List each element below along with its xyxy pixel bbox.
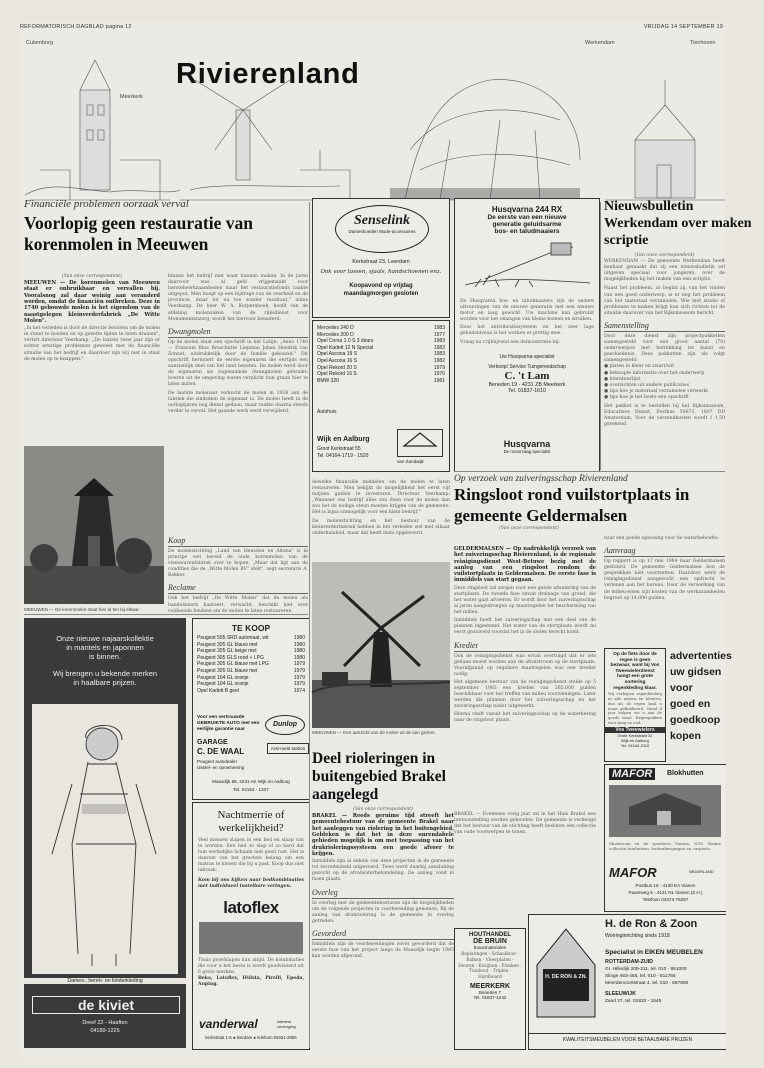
photo-caption: MEEUWEN — Een aanzicht van de molen uit de tuin gezien. <box>312 730 436 735</box>
article-paragraph: Inmiddels zijn de voorbereidingen zover gevorderd dat de eerste fase van het project langs de Maasdijk begin 1985 kan worden afgerond. <box>312 941 454 960</box>
ad-de-ron <box>528 914 726 1050</box>
article-paragraph: naar een goede oplossing voor de waterbehoefte. <box>604 536 720 541</box>
article-paragraph: Door deze dienst zijn projectpakketten samengesteld voor een groot aantal (70) onderwerpen met betrekking tot kunst en geschiedenis. Deze pakketten zijn als volgt samengesteld: <box>604 333 725 364</box>
article-byline: (Van onze correspondent) <box>499 526 559 531</box>
kiviet-phone: 04189-1225 <box>90 1028 120 1034</box>
article-korenmolen-col1 <box>24 274 160 363</box>
car-row: Peugeot 305 GLS rood + LPG 1980 <box>197 654 305 661</box>
ad-vos-tweewielers <box>604 648 666 762</box>
car-row: Peugeot 104 GL oranje 1979 <box>197 674 305 681</box>
list-item: ● platen in kleur en zwart/wit <box>604 364 675 370</box>
list-item: ● literatuurlijst <box>604 376 641 382</box>
subheading-reclame: Reclame <box>168 583 308 594</box>
article-kicker: Financiële problemen oorzaak verval <box>24 198 189 210</box>
subheading-samenstelling: Samenstelling <box>604 321 725 332</box>
landscape-sketch <box>20 50 725 204</box>
article-rioleringen <box>312 750 454 960</box>
de-ron-spec: Specialist in EIKEN MEUBELEN <box>605 949 703 956</box>
senselink-closed: maandagmorgen gesloten <box>343 291 419 297</box>
article-byline: (Van onze correspondent) <box>62 274 122 279</box>
vos-phone: Tel. 04164-2110 <box>620 742 650 748</box>
tekoop-garage-name: C. DE WAAL <box>197 747 245 756</box>
latoflex-title: Nachtmerrie of werkelijkheid? <box>217 809 285 834</box>
husqvarna-body: De Husqvarna bos- en taludmaaiers zijn de ondere uitvoeringen van de nieuwe generatie met een nieuwe motor en laag gewicht. Uw machine kan gebruikt worden voor het omzagen van kleine bomen en struiken. <box>460 299 594 323</box>
ad-latoflex <box>192 802 310 1050</box>
car-row: Mercedes 200 D 1977 <box>317 331 445 338</box>
fashion-illustration <box>32 704 178 974</box>
de-ron-since: Woninginrichting sinds 1918 <box>605 933 670 939</box>
tekoop-list <box>193 633 309 696</box>
article-paragraph: Het algemeen bestuur van de reinigingsdienst stelde op 5 september 1983 een krediet van 265.000 gulden beschikbaar voor het treffen van milieu voorzieningen. Later werden die plannen door het zuiveringsschap en het zuiveringsschap nader uitgewerkt. <box>454 679 596 710</box>
houthandel-sub: bouwmaterialen <box>473 945 507 950</box>
newspaper-page <box>20 22 752 1057</box>
article-ringsloot-col2 <box>604 536 725 602</box>
husqvarna-dealer-address: Beneden 19 - 4231 ZB Meerkerk <box>488 381 566 388</box>
advertenties-text: advertenties uw gidsen voor goed en goedkoop kopen <box>670 650 732 742</box>
husqvarna-body: Vraag nu vrijblijvend een demonstratie bij: <box>460 339 561 345</box>
car-row: Peugeot 305 GL blauw met LPG 1979 <box>197 661 305 668</box>
car-list <box>317 325 445 384</box>
article-paragraph: Naast het probleem, zo begint zij, van het vinden van een goed onderwerp, is er nog het probleem van het materiaal verzamelen. Wie met studie of problemen te maken krijgt kan zich richten tot de situatie daarover van het Rijksmuseum bericht. <box>604 286 725 316</box>
page-header <box>20 24 725 30</box>
place-tienhoven: Tienhoven <box>690 40 716 46</box>
senselink-koopavond: Koopavond op vrijdag <box>349 283 413 289</box>
tekoop-line: GEBRUIKTE AUTO met een <box>197 721 260 726</box>
senselink-logo <box>335 205 429 253</box>
kiviet-line: is binnen. <box>88 652 122 661</box>
senselink-line: Ook voor tassen, sjaals, handschoenen enz. <box>320 269 442 275</box>
article-paragraph: binnen het bedrijf niet waar kunnen maken. In de jaren daarvoor was al geld vrijgemaakt voor herstelwerkzaamheden maar het restauratiefonds raakte uitgeput. Men hoopt op een bijdrage van de overheid en de provincie, maar tot nu toe zonder resultaat," aldus Veerkamp. De heer W. A. Korpershoek, hoofd van de afdeling molenzaken van de rijksdienst voor Monumentenzorg, wordt het hiervoor benaderd. <box>168 274 308 322</box>
ad-husqvarna <box>454 198 600 472</box>
article-paragraph: „In het verleden is door de directie besloten om de molen in stand te houden en op gezette tijden te laten draaien", vertelt directeur Veerkamp. „De laatste twee jaar zijn er echter ernstige problemen geweest met de financiële situatie van het bedrijf en daardoor zijn wij niet in staat de molen op te knappen." <box>24 326 160 362</box>
list-item: ● beknopte informatie over het onderwerp <box>604 370 705 376</box>
article-kicker: Op verzoek van zuiveringsschap Rivierenland <box>454 474 628 484</box>
subheading-overleg: Overleg <box>312 888 454 899</box>
article-paragraph: De molenstichting en het bestuur van de kleinverderfabriek hebben in het verleden wel met elkaar onderhandeld, maar dat heeft niets opgeleverd. <box>312 518 450 536</box>
place-meerkerk: Meerkerk <box>120 94 143 100</box>
car-row: Opel Ascona 16 S 1982 <box>317 357 445 364</box>
husqvarna-line: De eerste van een nieuwe <box>487 214 567 221</box>
dealer-address: Groot Kerkstraat 55 <box>317 446 361 452</box>
houthandel-phone: Tel. 01837-1242 <box>473 994 507 1000</box>
ad-occasions <box>312 320 450 472</box>
mafor-brand: MAFOR <box>609 865 657 880</box>
vos-name: Vos Tweewielers <box>605 727 665 733</box>
article-paragraph: dewelke financiële middelen om de molen te laten restaureren. Men bekijkt de mogelijkheid het eerst vijf miljoen gulden te investeren. Directeur Veerkamp: „Wanneer ons bedrijf alles zou doen voor de molen dan zou het de nodige steun moeten krijgen van de gemeente. Het is bijna onmogelijk voor een klein bedrijf." <box>312 480 450 516</box>
latoflex-brands: Beka, Latoflex, Hülsta, Pirelli, Epeda, Auping. <box>198 976 304 988</box>
dealer-phone: Tel. 04164-1719 - 1520 <box>317 453 369 459</box>
article-lead: GELDERMALSEN — Op nadrukkelijk verzoek van het zuiveringsschap Rivierenland, is de regionale reinigingsdienst West-Betuwe bezig met de aanleg van een ringsloot rondom de vuilstortplaats in Geldermalsen. De eerste fase is inmiddels van start gegaan. <box>454 546 596 584</box>
de-ron-address: Gr. Hilledijk 209-211, tel. 010 - 851000 <box>605 967 687 972</box>
subheading-gevorderd: Gevorderd <box>312 929 454 940</box>
husqvarna-brand-block <box>491 439 563 454</box>
place-culemborg: Culemborg <box>26 40 53 46</box>
subheading-krediet: Krediet <box>454 641 596 652</box>
car-row: Peugeot 305 GL beige met 1980 <box>197 648 305 655</box>
de-ron-address: Zand 27, tel. 01833 - 1545 <box>605 999 662 1004</box>
husqvarna-title: Husqvarna 244 RX <box>491 205 563 214</box>
article-lead: BRAKEL — Reeds geruime tijd streeft het gemeentebestuur van de gemeente Brakel naar het aanleggen van riolering in het buitengebied. Gebleken is dat het in deze onrendabele gebieden mogelijk is om met toepassing van het drukrioleringssysteem een goede afvoer te krijgen. <box>312 813 454 857</box>
row-rule <box>454 471 725 472</box>
car-row: Opel Rekord 20 S 1979 <box>317 364 445 371</box>
vanderwal-brand: vanderwal <box>199 1017 258 1031</box>
article-paragraph: Ook het bedrijf „De Witte Molen" dat de molen als handelsmerk hanteert, verwacht, beschikt niet over voldoende fondsen om de molen te laten restaureren. <box>168 596 308 614</box>
article-ringsloot-col1 <box>454 546 596 725</box>
kiviet-brand: de kiviet <box>32 996 180 1014</box>
latoflex-brand: latoflex <box>223 897 279 917</box>
vos-city: Wijk en Aalburg <box>621 737 649 743</box>
article-headline: Ringsloot rond vuilstortplaats in gemeente Geldermalsen <box>454 485 690 525</box>
ad-te-koop <box>192 618 310 800</box>
article-korenmolen-col2b <box>168 532 308 615</box>
paper-name: REFORMATORISCH DAGBLAD pagina 12 <box>20 24 132 30</box>
ad-mafor <box>604 764 726 912</box>
tekoop-garage: GARAGE <box>197 739 228 746</box>
vos-body: Wij verkopen regenkleding in alle maten en kleuren, dus als de regen kaal u maar geflankeerd. Vanaf 4 jaar helpen we u aan de goede maat. Regenpakken voor jong en oud. <box>608 691 662 725</box>
place-werkendam: Werkendam <box>585 40 615 46</box>
tekoop-line: Voor een vertrouwde <box>197 715 245 720</box>
husqvarna-line: bos- en taludmaaiers <box>494 228 560 235</box>
blokhut-photo <box>609 785 721 837</box>
list-item: ● tips hoe je materiaal verzamelen verwerkt <box>604 388 709 394</box>
bed-photo <box>199 922 303 954</box>
section-title: Rivierenland <box>176 58 360 90</box>
car-row: Opel Rekord 16 S 1976 <box>317 371 445 378</box>
ad-de-kiviet <box>24 618 186 1048</box>
article-headline: Voorlopig geen restauratie van korenmolen in Meeuwen <box>24 213 253 254</box>
kiviet-address: Dreef 22 - Haaften <box>82 1020 128 1026</box>
car-row: Opel Kadett 12 N Special 1983 <box>317 344 445 351</box>
photo-korenmolen <box>24 446 164 604</box>
tekoop-phone: Tel. 04164 - 1207 <box>233 787 269 792</box>
de-ron-footer: KWALITEITSMEUBELEN VOOR BETAALBARE PRIJZEN <box>529 1033 726 1043</box>
dealer-town: Wijk en Aalburg <box>317 436 370 443</box>
car-row: Mercedes 240 D 1983 <box>317 325 445 331</box>
latoflex-cta: Kom bij ons kijken naar bedkombinaties met individueel instelbare veringen. <box>198 877 304 889</box>
kiviet-line: in haalbare prijzen. <box>73 678 137 687</box>
husqvarna-brand-sub: De motorzaag specialist <box>503 449 551 454</box>
mafor-nederland: NEDERLAND <box>689 869 714 874</box>
article-lead: MEEUWEN — De korenmolen van Meeuwen staat er onbruikbaar en vervallen bij. Vooralsnog zal daar weinig aan veranderd worden, omdat de financiën ontbreken. Deze in 1740 gebouwde molen is het eigendom van de naastgelegen kleinverderfabriek „De Witte Molen". <box>24 280 160 324</box>
mafor-tag: Blokhutten <box>667 770 704 777</box>
paper-date: VRIJDAG 14 SEPTEMBER 19 <box>643 24 723 30</box>
car-row: Opel Kadett B geel 1974 <box>197 687 305 694</box>
column-rule <box>309 202 310 1048</box>
houthandel-place: MEERKERK <box>469 982 511 990</box>
vanderwal-address: kerkstraat 1-6 ● leerdam ● telefoon 03451-2886 <box>205 1035 297 1040</box>
article-byline: (Van onze correspondent) <box>634 253 695 258</box>
tekoop-sub: Uitstel- en opnemening <box>197 765 245 770</box>
article-korenmolen <box>24 198 308 255</box>
subheading-aanvraag: Aanvraag <box>604 546 725 557</box>
de-ron-address: Slinge 463-465, tel. 010 - 811755 <box>605 974 676 979</box>
article-paragraph: De molenstichting „Land van Heusden en Altena" is in principe wel bereid de oude korenmolen van de vleeswarenfabriek over te kopen. „Maar dat ligt aan de condities die de „Witte Molen BV" stelt", zegt secretaris A. Bakker. <box>168 549 308 579</box>
car-row: Peugeot 104 GL oranje 1979 <box>197 681 305 688</box>
anti-roest-badge: Anti-roest station <box>267 743 309 754</box>
ad-houthandel <box>454 928 526 1050</box>
senselink-tagline: Dameshoeden Mode-accessoires <box>348 229 416 234</box>
kiviet-line: Wij brengen u bekende merken <box>52 669 158 678</box>
houthandel-address: Beneden 7 <box>478 989 502 995</box>
de-ron-address: Meerdervoortstraat 4, tel. 010 - 867800 <box>605 981 689 986</box>
husqvarna-dealer-phone: Tel. 01837-1610 <box>508 387 546 394</box>
kiviet-line: in mantels en japonnen <box>66 643 144 652</box>
zandwijk-logo-icon <box>397 429 443 457</box>
car-row: BMW 320 1981 <box>317 377 445 384</box>
row-rule <box>24 614 308 615</box>
husqvarna-body: Door het antivibratiesysteem en het zeer lage geluidsniveau is het werken er prettig mee. <box>460 325 594 337</box>
article-headline: Deel rioleringen in buitengebied Brakel aangelegd <box>312 750 446 803</box>
article-brakel-col2 <box>454 812 596 836</box>
article-paragraph: Op rapport is op 17 mei 1984 naar Geldermalsen gestuurd. De gemeente Geldermalsen kon de gesprekken niet voortzetten. Daardoor werd de reinigingsdienst aangezocht een opdracht te verlenen aan het bureau. Door de verwerking van de milieu-eisen zijn kosten van de werkzaamheden begroot op 14.000 gulden. <box>604 559 725 601</box>
senselink-brand: Senselink <box>353 213 410 228</box>
list-item: ● tips hoe je het beste een opschrift <box>604 394 689 400</box>
woman-illustration-icon <box>32 704 178 974</box>
latoflex-small: Thuis proefslapen kan altijd. De kombinaties die voor u het beste is wordt geadviseerd uit 6 grote merken. <box>198 957 304 975</box>
vos-headline: Op de fiets door de regen is geen bezwaar, want bij Vos Tweewielerdienst hangt een grote sortering regenkleding klaar. <box>610 652 660 691</box>
photo-caption: MEEUWEN — De korenmolen staat hier al ten bij elkaar. <box>24 607 140 612</box>
subheading-dwangmolen: Dwangmolen <box>168 327 308 338</box>
tekoop-sub: Peugeot autodealer <box>197 759 238 764</box>
mafor-caption: Showroom en de sportieve Vianen, NYS. Ruime collectie tuinhuizen, buitenbergingen en carports. <box>609 841 721 851</box>
photo-windmill <box>312 562 450 728</box>
article-nieuwsbulletin <box>604 198 752 428</box>
tekoop-title: TE KOOP <box>231 623 271 633</box>
article-korenmolen-col2 <box>168 274 308 415</box>
vanderwal-sub: interieur verzorging <box>277 1019 296 1029</box>
article-korenmolen-col3 <box>312 480 450 537</box>
article-byline: (Van onze correspondent) <box>353 807 413 812</box>
article-paragraph: Het pakket is te bestellen bij het Rijksmuseum, Educatieve Dienst, Postbus 50673, 1007 DD Amsterdam. Voor de verzendkosten wordt f 1,50 gerekend. <box>604 403 725 428</box>
car-row: Opel Ascona 19 S 1983 <box>317 351 445 358</box>
article-paragraph: Op de molen staat een opschrift in het Latijn: „Anno 1740 — Fransum Blue Bruschutte Liepman Johan Hendrik van Zonnet, uitdrukkelijk door de familie gebouwd." Dit opschrift herinnert de eerste eigenaren die eertijds een aanzienlijk deel van het land bezaten. De molen werd door de eigenaren als zogenaamde dwangmolen gebruikt: boeren uit de omgeving waren verplicht hun graan hier te laten malen. <box>168 339 308 388</box>
mafor-address: Postbus 16 - 4130 EA Vianen <box>635 883 696 888</box>
car-row: Peugeot 305 GL blauw met 1980 <box>197 641 305 648</box>
dealer-label: Autohuis <box>317 409 337 415</box>
article-paragraph: Inmiddels zijn al enkele van deze projecten in de gemeente tot tevredenheid uitgevoerd. Twee werd daarbij aansluiting gezocht op de afvalwaterbehandeling. De aanleg vond in fasen plaats. <box>312 859 454 883</box>
tekoop-address: Maasdijk 88, 4231 AK Wijk en Aalburg <box>212 779 290 784</box>
latoflex-body: Veel mensen slapen in een bed en slaap van te worden. Een bed zo slap of zo hard dat hun werkelijke lichaam niet goed rust. Het is daarom van het grootste belang om een matras te kiezen die bij u past. Koop dus niet lukraak. <box>198 838 304 874</box>
husqvarna-dealer-intro: Uw Husqvarna-specialist <box>499 353 555 360</box>
article-ringsloot-head <box>454 474 725 532</box>
zandwijk-name: van Zandwijk <box>397 459 424 464</box>
de-ron-sign: H. DE RON & ZN. <box>545 974 587 980</box>
husqvarna-dealer-type: Verkoop/ Service Tuingereedschap <box>488 363 566 370</box>
article-paragraph: De laatste molenaar verkocht de molen in 1938 aan de fabriek die sindsdien de eigenaar is. De molen heeft in de oorlogsjaren nog dienst gedaan, maar raakte daarna steeds verder in verval. Het gaande werk werd verwijderd. <box>168 390 308 414</box>
houthandel-title: HOUTHANDEL <box>469 932 511 938</box>
dunlop-logo: Dunlop <box>265 715 305 735</box>
list-item: ● overzichten uit andere publicaties <box>604 382 690 388</box>
article-paragraph: Hierna vindt vanuit het zuiveringsschap op de waterkering naar de ringsloot plaats. <box>454 712 596 724</box>
car-row: Opel Corsa 1.0 S 3 deurs 1983 <box>317 338 445 345</box>
kiviet-caption: Dames-, heren- en kinderkleding <box>24 978 186 984</box>
masthead <box>20 36 725 206</box>
article-paragraph: Deze ringsloot zal zorgen voor een goede afwatering van de stortplaats. De tweede fase omvat drainage van grond, die het water gaat afvoeren. Er wordt door het zuiveringsschap al jaren aangedrongen op maatregelen ter bescherming van het milieu. <box>454 585 596 616</box>
husqvarna-brand: Husqvarna <box>503 439 551 449</box>
mafor-logo: MAFOR <box>609 768 655 780</box>
column-rule <box>600 202 601 470</box>
article-paragraph: Ook de reinigingsdienst was ervan overtuigd dat er iets gedaan moest worden aan de afvalstroom op de stortplaats. Voorafgaand op reguliere maatregelen was een krediet nodig. <box>454 653 596 677</box>
houthandel-items: Beplatingen - Schaalhout - Balken - Vloerplaten - Deuren - Kozijnen - Planken - Tuinhout - Triplex - Hardboard <box>458 952 522 981</box>
article-headline: Nieuwsbulletin Werkendam over maken scriptie <box>604 199 752 248</box>
de-ron-city: ROTTERDAM-ZUID <box>605 959 653 965</box>
car-row: Peugeot 305 GL blauw met 1979 <box>197 667 305 674</box>
husqvarna-dealer-name: C. 't Lam <box>504 369 550 382</box>
houthandel-name: DE BRUIN <box>473 938 507 945</box>
husqvarna-line: generatie geluidsarme <box>492 221 562 228</box>
vos-address: Grote Kerkstraat 32 <box>617 732 653 738</box>
article-paragraph: BRAKEL — Eveneens vorig jaar zal in het Huis Brakel een tentoonstelling worden gehouden. De gemeente is verheugd dat het bestuur van de stichting heeft besloten een collectie van oude voorwerpen te tonen. <box>454 812 596 836</box>
senselink-address: Kerkstraat 23, Leerdam <box>352 259 410 265</box>
de-ron-city: SLEEUWIJK <box>605 991 636 997</box>
brushcutter-illustration-icon <box>455 235 599 295</box>
de-ron-title: H. de Ron & Zoon <box>605 918 698 930</box>
article-lead: WERKENDAM — De gemeente Werkendam heeft kenbaar gemaakt dat zij een nieuwsbulletin wil uitgeven speciaal voor jongeren, over de mogelijkheden bij het maken van een scriptie. <box>604 259 725 283</box>
kiviet-line: Onze nieuwe najaarskollektie <box>56 634 154 643</box>
tekoop-line: eerlijke garantie naar <box>197 727 245 732</box>
article-paragraph: Inmiddels heeft het zuiveringschap met een deel van de plannen ingestemd. Het water van de stortplaats wordt nu eerst gezuiverd voordat het in de sloten terecht komt. <box>454 618 596 636</box>
house-sign-icon <box>533 919 599 1021</box>
ad-senselink <box>312 198 450 318</box>
car-row: Peugeot 505 SRD automaat, wit 1980 <box>197 635 305 641</box>
mafor-address: Paarsweg 6 - 4131 NL Vianen (Z.H.) <box>628 890 703 895</box>
subheading-koop: Koop <box>168 536 308 547</box>
article-paragraph: In overleg met de gemeentebesturen zijn de mogelijkheden om de volgende projecten in voorbereiding genomen, Bij de aanleg van drukriolering is de gemeente in overleg getreden. <box>312 900 454 924</box>
mafor-phone: Telefoon 03473-76257 <box>642 897 689 902</box>
ad-advertenties <box>670 648 732 760</box>
